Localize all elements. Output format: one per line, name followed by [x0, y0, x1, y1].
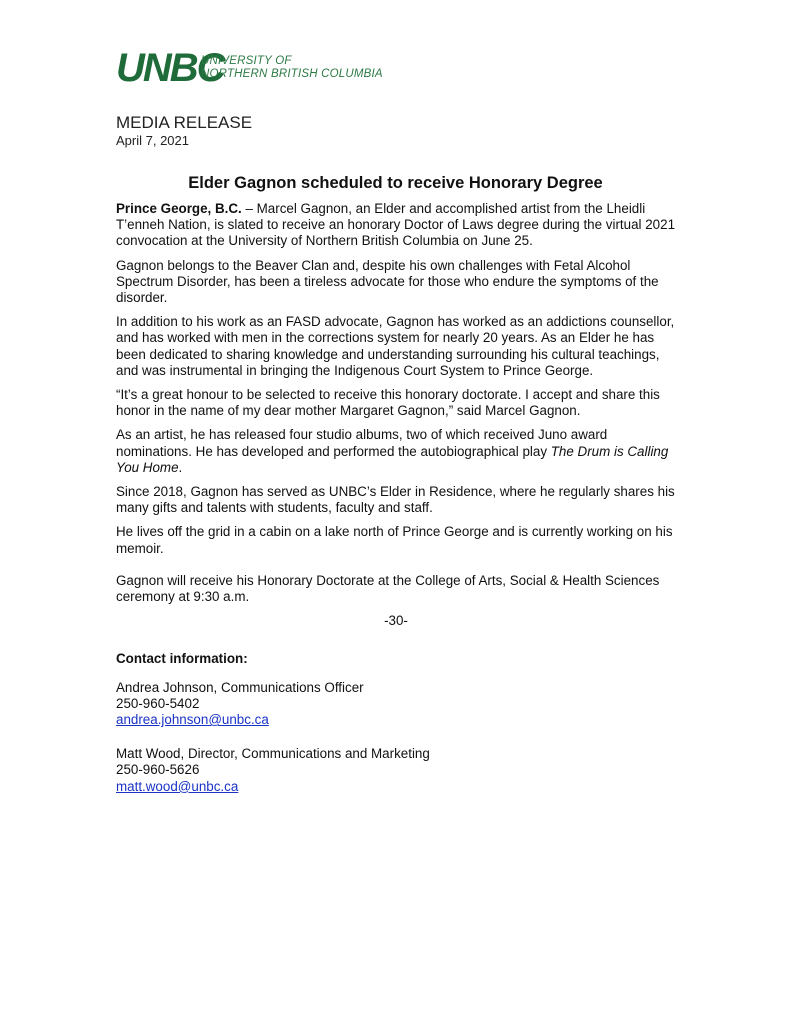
paragraph-2: Gagnon belongs to the Beaver Clan and, despite his own challenges with Fetal Alcohol Spectrum Disorder, has been a tireless advocate for those who endure the symptoms of the disorder. — [116, 257, 659, 306]
contact-name-title: Matt Wood, Director, Communications and Marketing — [116, 746, 430, 762]
contact-email-link[interactable]: andrea.johnson@unbc.ca — [116, 712, 269, 728]
paragraph-3: In addition to his work as an FASD advocate, Gagnon has worked as an addictions counsellor, and has worked with men in the corrections system for nearly 20 years. As an Elder he has been dedicated to sharing knowledge and understanding surrounding his cultural teachings, and was instrumental in bringing the Indigenous Court System to Prince George. — [116, 314, 675, 378]
contact-block-1 — [116, 680, 676, 729]
paragraph-4-quote: “It’s a great honour to be selected to receive this honorary doctorate. I accept and share this honor in the name of my dear mother Margaret Gagnon,” said Marcel Gagnon. — [116, 387, 660, 419]
logo-line-1: UNIVERSITY OF — [201, 55, 292, 67]
contact-phone: 250-960-5402 — [116, 695, 200, 711]
contact-name-title: Andrea Johnson, Communications Officer — [116, 679, 364, 695]
paragraph-5-text: As an artist, he has released four studio albums, two of which received Juno award nominations. He has developed and performed the autobiographical play — [116, 427, 608, 459]
article-body — [116, 201, 676, 813]
contact-phone: 250-960-5626 — [116, 762, 200, 778]
logo-mark: UNBC — [116, 46, 224, 90]
paragraph-5-end: . — [178, 459, 183, 475]
unbc-logo — [116, 48, 416, 92]
paragraph-8: Gagnon will receive his Honorary Doctorate at the College of Arts, Social & Health Sciences ceremony at 9:30 a.m. — [116, 572, 660, 605]
headline: Elder Gagnon scheduled to receive Honorary Degree — [188, 174, 603, 192]
play-title: The Drum is Calling You Home — [116, 443, 669, 475]
release-date: April 7, 2021 — [116, 133, 189, 148]
contact-email-link[interactable]: matt.wood@unbc.ca — [116, 778, 239, 794]
paragraph-5 — [116, 427, 676, 476]
paragraph-7: He lives off the grid in a cabin on a lake north of Prince George and is currently working on his memoir. — [116, 524, 673, 556]
logo-line-2: NORTHERN BRITISH COLUMBIA — [201, 68, 383, 80]
contact-block-2 — [116, 746, 676, 795]
paragraph-6: Since 2018, Gagnon has served as UNBC’s Elder in Residence, where he regularly shares his many gifts and talents with students, faculty and staff. — [116, 484, 675, 516]
dateline: Prince George, B.C. — [116, 201, 242, 216]
paragraph-1-text: – Marcel Gagnon, an Elder and accomplished artist from the Lheidli T’enneh Nation, is slated to receive an honorary Doctor of Laws degree during the virtual 2021 convocation at the University of Northern British Columbia on June 25. — [116, 201, 676, 249]
contact-heading: Contact information: — [116, 651, 248, 667]
document-type-label: MEDIA RELEASE — [116, 113, 253, 132]
end-mark: -30- — [384, 613, 408, 629]
logo-wordmark — [201, 55, 383, 81]
paragraph-1 — [116, 201, 676, 250]
